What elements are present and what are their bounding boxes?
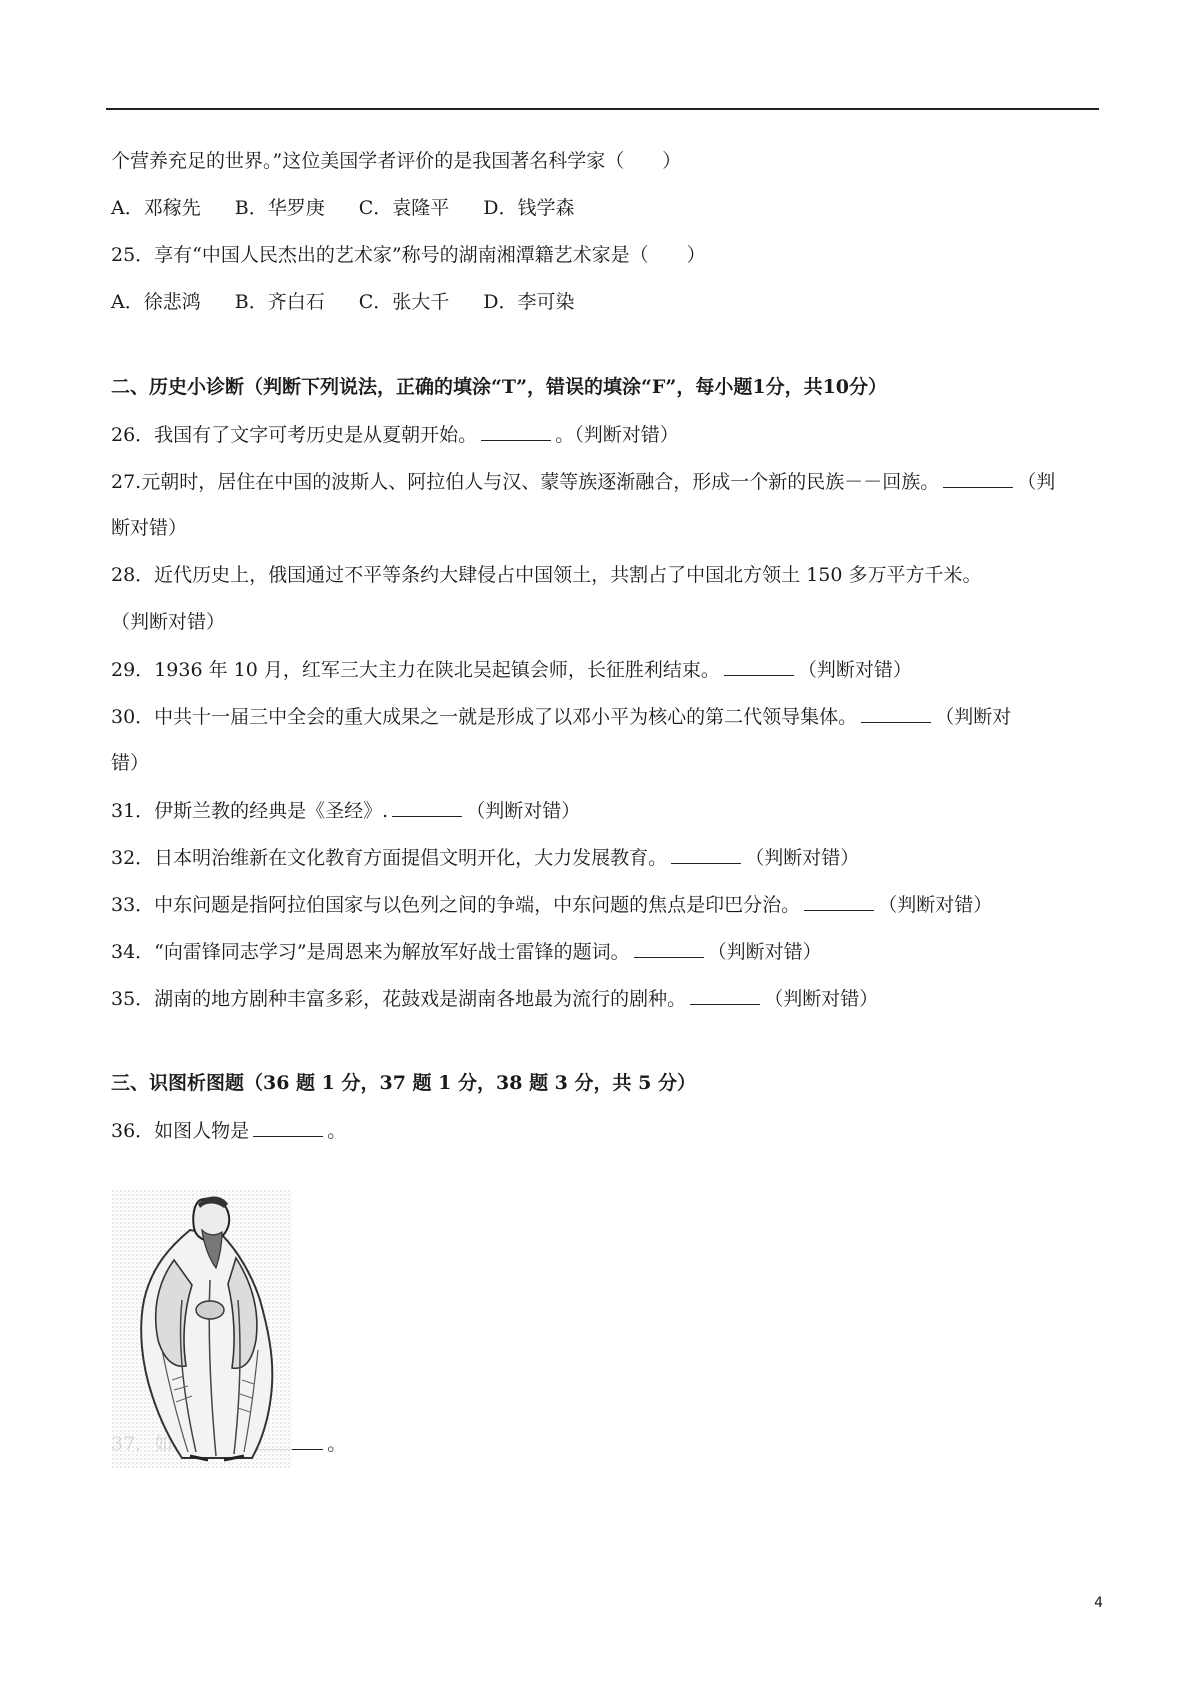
answer-blank xyxy=(861,705,931,723)
question-32-suffix: （判断对错） xyxy=(745,847,860,869)
question-37-suffix: 。 xyxy=(327,1433,347,1455)
option-d: D．钱学森 xyxy=(483,197,575,219)
answer-blank xyxy=(943,470,1013,488)
portrait-sketch xyxy=(112,1190,292,1468)
question-29-text: 29．1936 年 10 月，红军三大主力在陕北吴起镇会师，长征胜利结束。 xyxy=(111,659,720,681)
question-34-suffix: （判断对错） xyxy=(707,941,822,963)
question-30-text: 30．中共十一届三中全会的重大成果之一就是形成了以邓小平为核心的第二代领导集体。 xyxy=(111,706,858,728)
section-3-heading: 三、识图析图题（36 题 1 分，37 题 1 分，38 题 3 分，共 5 分） xyxy=(111,1072,696,1094)
answer-blank xyxy=(481,423,551,441)
option-b: B．华罗庚 xyxy=(234,197,325,219)
answer-blank xyxy=(392,799,462,817)
question-30-suffix: （判断对 xyxy=(935,706,1012,728)
section-2-heading: 二、历史小诊断（判断下列说法，正确的填涂“T”，错误的填涂“F”，每小题1分，共10分） xyxy=(111,376,888,398)
answer-blank xyxy=(690,987,760,1005)
question-36 xyxy=(111,1119,1096,1142)
question-28-line1: 28．近代历史上，俄国通过不平等条约大肆侵占中国领土，共割占了中国北方领土 150 多万平方千米。 xyxy=(111,564,982,586)
option-c: C．袁隆平 xyxy=(358,197,450,219)
answer-blank xyxy=(671,846,741,864)
question-30-line1 xyxy=(111,705,1096,728)
question-36-suffix: 。 xyxy=(327,1120,347,1142)
question-26-suffix: 。（判断对错） xyxy=(555,424,679,446)
question-36-text: 36．如图人物是 xyxy=(111,1120,250,1142)
question-26 xyxy=(111,423,1096,446)
question-24-options xyxy=(111,197,1096,220)
question-32 xyxy=(111,846,1096,869)
question-25-stem: 25．享有“中国人民杰出的艺术家”称号的湖南湘潭籍艺术家是（ ） xyxy=(111,244,706,266)
question-27-line1 xyxy=(111,470,1096,493)
question-26-text: 26．我国有了文字可考历史是从夏朝开始。 xyxy=(111,424,478,446)
question-34-text: 34．“向雷锋同志学习”是周恩来为解放军好战士雷锋的题词。 xyxy=(111,941,630,963)
question-33-text: 33．中东问题是指阿拉伯国家与以色列之间的争端，中东问题的焦点是印巴分治。 xyxy=(111,894,801,916)
question-25-options xyxy=(111,291,1096,314)
confucius-portrait-image xyxy=(112,1190,292,1468)
question-31-text: 31．伊斯兰教的经典是《圣经》. xyxy=(111,800,389,822)
question-35-suffix: （判断对错） xyxy=(764,988,879,1010)
option-b: B．齐白石 xyxy=(234,291,325,313)
option-a: A．邓稼先 xyxy=(111,197,201,219)
option-c: C．张大千 xyxy=(358,291,450,313)
question-27-text: 27.元朝时，居住在中国的波斯人、阿拉伯人与汉、蒙等族逐渐融合，形成一个新的民族－－回族。 xyxy=(111,471,940,493)
question-28-line2: （判断对错） xyxy=(111,611,226,633)
question-33-suffix: （判断对错） xyxy=(878,894,993,916)
question-32-text: 32．日本明治维新在文化教育方面提倡文明开化，大力发展教育。 xyxy=(111,847,668,869)
question-27-line2: 断对错） xyxy=(111,517,188,539)
answer-blank xyxy=(634,940,704,958)
question-24-stem: 个营养充足的世界。”这位美国学者评价的是我国著名科学家（ ） xyxy=(111,150,682,172)
question-33 xyxy=(111,893,1096,916)
answer-blank xyxy=(804,893,874,911)
question-35 xyxy=(111,987,1096,1010)
question-29 xyxy=(111,658,1096,681)
question-31 xyxy=(111,799,1096,822)
question-29-suffix: （判断对错） xyxy=(797,659,912,681)
question-31-suffix: （判断对错） xyxy=(466,800,581,822)
question-27-suffix: （判 xyxy=(1017,471,1056,493)
question-30-line2: 错） xyxy=(111,752,150,774)
question-35-text: 35．湖南的地方剧种丰富多彩，花鼓戏是湖南各地最为流行的剧种。 xyxy=(111,988,687,1010)
page-number: 4 xyxy=(1094,1595,1103,1611)
answer-blank xyxy=(724,658,794,676)
option-a: A．徐悲鸿 xyxy=(111,291,201,313)
question-34 xyxy=(111,940,1096,963)
option-d: D．李可染 xyxy=(483,291,575,313)
header-rule xyxy=(106,108,1099,110)
answer-blank xyxy=(253,1119,323,1137)
